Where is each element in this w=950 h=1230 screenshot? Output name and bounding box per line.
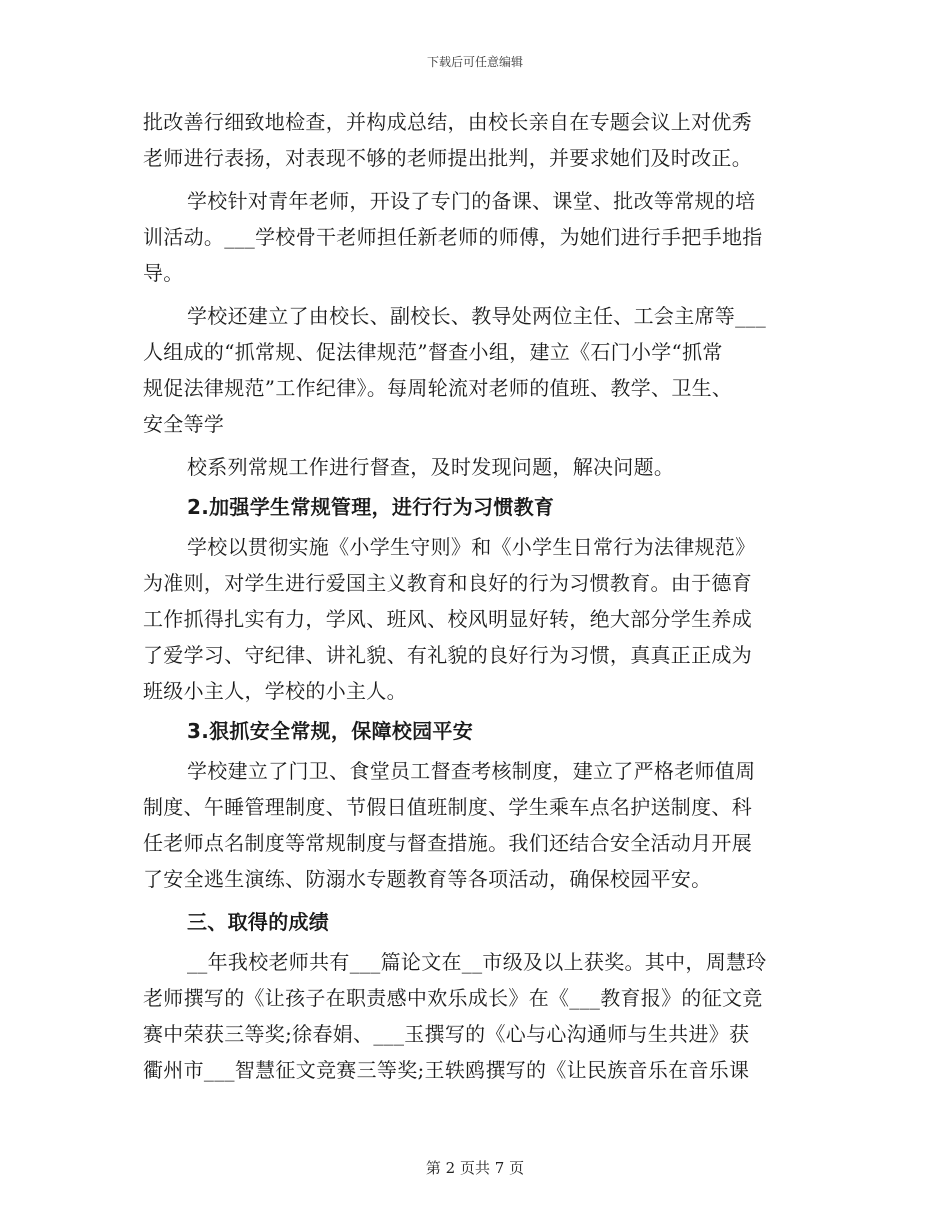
text-line: 训活动。___学校骨干老师担任新老师的师傅，为她们进行手把手地指 [143,225,763,249]
text-line: 衢州市___智慧征文竞赛三等奖;王轶鸥撰写的《让民族音乐在音乐课 [143,1058,750,1082]
text-line: 安全等学 [143,412,225,436]
section-heading: 三、取得的成绩 [187,910,330,934]
text-line: 工作抓得扎实有力，学风、班风、校风明显好转，绝大部分学生养成 [143,607,752,631]
document-body [143,104,809,1088]
text-line: 了安全逃生演练、防溺水专题教育等各项活动，确保校园平安。 [143,867,712,891]
text-line: 班级小主人，学校的小主人。 [143,679,407,703]
paragraph-start: 学校以贯彻实施《小学生守则》和《小学生日常行为法律规范》 [187,535,756,559]
text-line: 导。 [143,261,184,285]
paragraph-start: 学校针对青年老师，开设了专门的备课、课堂、批改等常规的培 [187,189,756,213]
text-line: 老师撰写的《让孩子在职责感中欢乐成长》在《___教育报》的征文竞 [143,986,763,1010]
text-line: 批改善行细致地检查，并构成总结，由校长亲自在专题会议上对优秀 [143,110,752,134]
page-header: 下载后可任意编辑 [426,55,523,69]
section-heading: 2.加强学生常规管理，进行行为习惯教育 [187,495,555,519]
text-line: 规促法律规范”工作纪律》。每周轮流对老师的值班、教学、卫生、 [143,376,733,400]
text-line: 制度、午睡管理制度、节假日值班制度、学生乘车点名护送制度、科 [143,795,752,819]
section-heading: 3.狠抓安全常规，保障校园平安 [187,719,474,743]
text-line: 赛中荣获三等奖;徐春娟、___玉撰写的《心与心沟通师与生共进》获 [143,1022,750,1046]
text-line: 任老师点名制度等常规制度与督查措施。我们还结合安全活动月开展 [143,831,752,855]
text-line: 老师进行表扬，对表现不够的老师提出批判，并要求她们及时改正。 [143,146,752,170]
paragraph-start: 学校还建立了由校长、副校长、教导处两位主任、工会主席等___ [187,304,766,328]
text-line: 人组成的“抓常规、促法律规范”督查小组，建立《石门小学“抓常 [143,340,723,364]
page-footer: 第 2 页共 7 页 [425,1159,525,1177]
paragraph-start: 校系列常规工作进行督查，及时发现问题，解决问题。 [187,455,675,479]
paragraph-start: 学校建立了门卫、食堂员工督查考核制度，建立了严格老师值周 [187,759,756,783]
text-line: 了爱学习、守纪律、讲礼貌、有礼貌的良好行为习惯，真真正正成为 [143,643,752,667]
text-line: 为准则，对学生进行爱国主义教育和良好的行为习惯教育。由于德育 [143,571,752,595]
paragraph-start: __年我校老师共有___篇论文在__市级及以上获奖。其中，周慧玲 [187,950,767,974]
